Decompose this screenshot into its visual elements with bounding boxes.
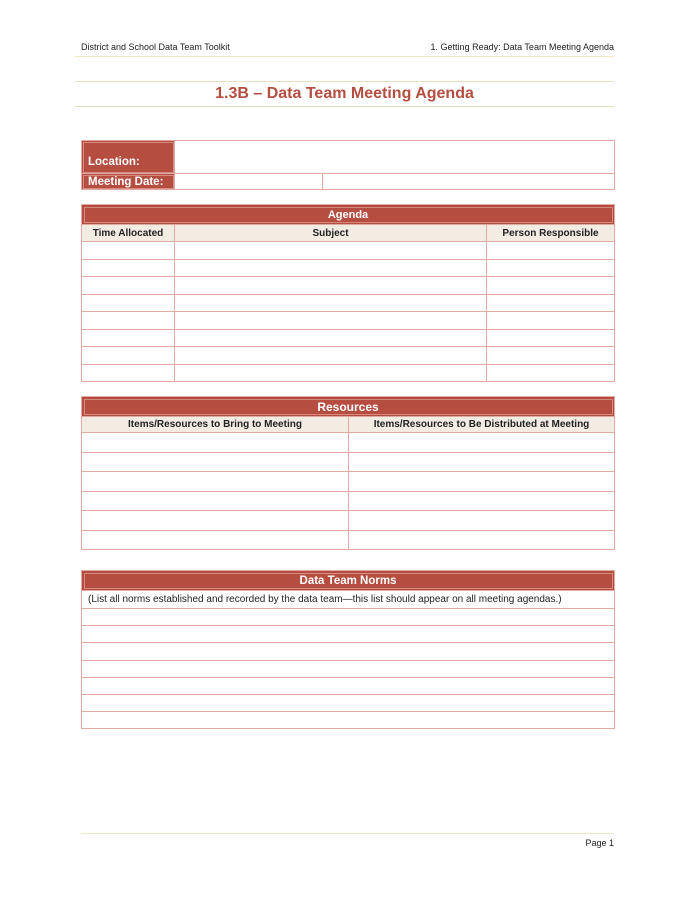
col-bring-to-meeting: Items/Resources to Bring to Meeting (82, 417, 349, 433)
table-cell[interactable] (487, 347, 615, 365)
table-cell[interactable] (175, 364, 487, 382)
resources-table (81, 396, 615, 550)
page-number: Page 1 (585, 838, 614, 848)
header-divider (75, 56, 614, 57)
footer-divider (81, 833, 614, 834)
table-cell[interactable] (82, 643, 615, 660)
meeting-info-table (81, 140, 615, 190)
table-cell[interactable] (82, 511, 349, 531)
table-cell[interactable] (82, 452, 349, 472)
table-row (82, 626, 615, 643)
resources-heading: Resources (82, 397, 615, 417)
table-cell[interactable] (349, 530, 615, 550)
table-cell[interactable] (82, 530, 349, 550)
table-row (82, 242, 615, 260)
table-cell[interactable] (175, 329, 487, 347)
table-cell[interactable] (82, 712, 615, 729)
agenda-heading: Agenda (82, 205, 615, 225)
table-cell[interactable] (82, 694, 615, 711)
table-cell[interactable] (175, 277, 487, 295)
table-row (82, 312, 615, 330)
table-cell[interactable] (82, 312, 175, 330)
page-header (81, 42, 614, 56)
table-cell[interactable] (82, 259, 175, 277)
table-row (82, 259, 615, 277)
norms-instruction: (List all norms established and recorded by the data team—this list should appear on all meeting agendas.) (82, 591, 615, 609)
table-cell[interactable] (487, 259, 615, 277)
table-cell[interactable] (82, 677, 615, 694)
header-right-text: 1. Getting Ready: Data Team Meeting Agenda (430, 42, 614, 52)
norms-table (81, 570, 615, 729)
location-field[interactable] (175, 141, 615, 174)
table-row (82, 712, 615, 729)
table-cell[interactable] (175, 294, 487, 312)
page-title: 1.3B – Data Team Meeting Agenda (215, 85, 474, 102)
table-cell[interactable] (82, 242, 175, 260)
table-cell[interactable] (349, 511, 615, 531)
table-cell[interactable] (349, 491, 615, 511)
table-row (82, 329, 615, 347)
table-cell[interactable] (82, 609, 615, 626)
table-row (82, 677, 615, 694)
table-cell[interactable] (82, 433, 349, 453)
meeting-date-extra-field[interactable] (323, 174, 615, 190)
table-cell[interactable] (487, 242, 615, 260)
table-row (82, 694, 615, 711)
table-row (82, 452, 615, 472)
col-person-responsible: Person Responsible (487, 225, 615, 242)
table-row (82, 347, 615, 365)
table-cell[interactable] (175, 347, 487, 365)
table-cell[interactable] (349, 472, 615, 492)
table-row (82, 660, 615, 677)
location-label: Location: (82, 141, 175, 174)
agenda-table (81, 204, 615, 382)
table-cell[interactable] (175, 259, 487, 277)
title-block (75, 81, 614, 107)
table-cell[interactable] (175, 242, 487, 260)
norms-heading: Data Team Norms (82, 571, 615, 591)
table-cell[interactable] (82, 491, 349, 511)
table-row (82, 294, 615, 312)
table-cell[interactable] (82, 277, 175, 295)
meeting-date-label: Meeting Date: (82, 174, 175, 190)
meeting-date-field[interactable] (175, 174, 323, 190)
table-row (82, 277, 615, 295)
table-row (82, 433, 615, 453)
table-row (82, 609, 615, 626)
table-cell[interactable] (82, 347, 175, 365)
table-cell[interactable] (175, 312, 487, 330)
table-cell[interactable] (82, 329, 175, 347)
header-left-text: District and School Data Team Toolkit (81, 42, 230, 52)
table-row (82, 511, 615, 531)
col-time-allocated: Time Allocated (82, 225, 175, 242)
table-cell[interactable] (82, 472, 349, 492)
table-cell[interactable] (487, 294, 615, 312)
table-cell[interactable] (82, 294, 175, 312)
col-subject: Subject (175, 225, 487, 242)
table-cell[interactable] (349, 433, 615, 453)
table-cell[interactable] (487, 329, 615, 347)
table-row (82, 530, 615, 550)
table-cell[interactable] (349, 452, 615, 472)
table-cell[interactable] (487, 312, 615, 330)
table-cell[interactable] (487, 277, 615, 295)
table-cell[interactable] (82, 660, 615, 677)
col-distributed-at-meeting: Items/Resources to Be Distributed at Meeting (349, 417, 615, 433)
table-row (82, 491, 615, 511)
table-row (82, 472, 615, 492)
table-cell[interactable] (487, 364, 615, 382)
table-row (82, 364, 615, 382)
table-cell[interactable] (82, 364, 175, 382)
table-row (82, 643, 615, 660)
table-cell[interactable] (82, 626, 615, 643)
